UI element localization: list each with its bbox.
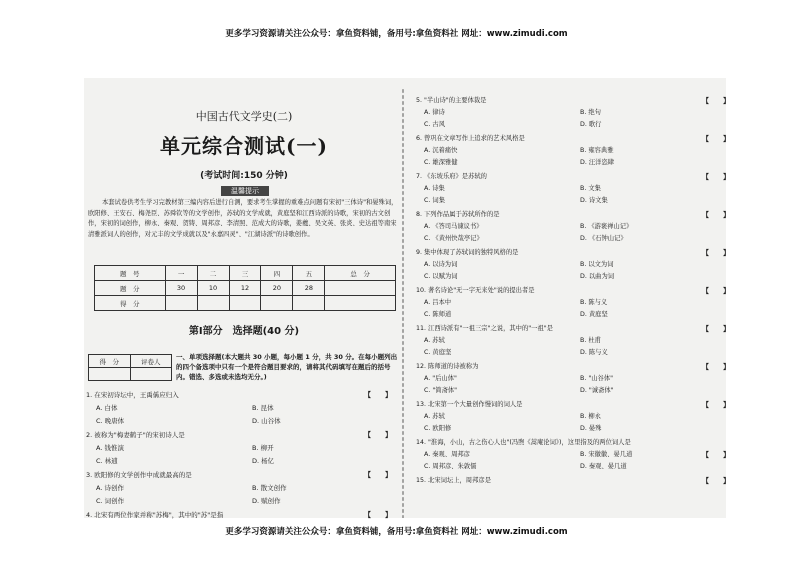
option-d: D. 诗文集: [580, 197, 608, 204]
option-d: D. 晏殊: [580, 425, 602, 432]
section-instruction: 一、单项选择题(本大题共 30 小题，每小题 1 分，共 30 分。在每小题列出的四个备选项中只有一个是符合题目要求的，请将其代码填写在题后的括号内。错选、多选或未选均无分。): [176, 353, 398, 381]
score-cell: 10: [197, 281, 229, 296]
option-b: B. 陈与义: [580, 299, 608, 306]
grader-name-label: 评卷人: [130, 355, 172, 368]
answer-bracket: 【 】: [702, 173, 730, 181]
grader-box: [88, 354, 172, 381]
option-c: C. 《黄州快哉亭记》: [424, 235, 483, 242]
option-b: B. 以文为词: [580, 261, 614, 268]
course-subtitle: 中国古代文学史(二): [195, 110, 293, 123]
answer-bracket: 【 】: [364, 511, 392, 519]
option-c: C. 欧阳修: [424, 425, 452, 432]
exam-time: (考试时间:150 分钟): [200, 171, 288, 181]
score-cell: 题 分: [95, 281, 166, 296]
left-page: [84, 78, 404, 518]
question-stem: 6. 曾巩在文章写作上追求的艺术风格是: [416, 135, 525, 142]
grader-score-label: 得 分: [89, 355, 131, 368]
option-b: B. 散文创作: [252, 484, 287, 492]
option-a: A. "后山体": [424, 375, 457, 382]
answer-bracket: 【 】: [702, 451, 730, 459]
score-cell: 30: [165, 281, 197, 296]
option-b: B. 雍容典雅: [580, 147, 614, 154]
question-stem: 11. 江西诗派有"一祖三宗"之说，其中的"一祖"是: [416, 325, 553, 332]
option-c: C. 黄庭坚: [424, 349, 452, 356]
score-cell: 12: [229, 281, 261, 296]
question-stem: 12. 陈师道的诗被称为: [416, 363, 479, 370]
option-a: A. 吕本中: [424, 299, 452, 306]
option-d: D. 山谷体: [252, 417, 281, 425]
option-a: A. 诗集: [424, 185, 445, 192]
option-b: B. 柳开: [252, 444, 274, 452]
option-c: C. 陈师道: [424, 311, 452, 318]
answer-bracket: 【 】: [364, 391, 392, 399]
score-cell: 题 号: [95, 266, 166, 281]
score-cell: 四: [261, 266, 293, 281]
question-stem: 14. "淮海，小山，古之伤心人也"(冯煦《蒿庵论词》)，这里指及的两位词人是: [416, 439, 631, 446]
right-page: [412, 78, 730, 518]
question-stem: 2. 被称为"梅妻鹤子"的宋初诗人是: [86, 431, 185, 439]
score-cell: 得 分: [95, 296, 166, 311]
score-cell: [165, 296, 197, 311]
intro-text: 本套试卷供考生学习完教材第三编内容后进行自测，要求考生掌握的重难点问题有宋初"三体诗"和晏殊词，欧阳修、王安石、梅尧臣、苏舜钦等的文学创作，苏轼的文学成就，黄庭坚和江西诗派的诗歌，宋初的古文创作，宋初的词创作，柳永、秦观、贺铸、周邦彦、李清照、范成大的诗歌，姜夔、吴文英、张炎、史达祖等南宋清雅派词人的创作，对元丰的文学成就以及"永嘉四灵"、"江湖诗派"的诗歌创作。: [88, 199, 398, 238]
option-a: A. 沉着痛快: [424, 147, 458, 154]
answer-bracket: 【 】: [702, 135, 730, 143]
option-b: B. 柳永: [580, 413, 601, 420]
option-d: D. 赋创作: [252, 497, 281, 505]
question-stem: 7. 《东坡乐府》是苏轼的: [416, 173, 487, 180]
option-a: A. 苏轼: [424, 413, 445, 420]
option-a: A. 《答司马谏议书》: [424, 223, 483, 230]
option-b: B. 文集: [580, 185, 601, 192]
answer-bracket: 【 】: [702, 249, 730, 257]
score-cell: [197, 296, 229, 311]
option-d: D. 《石钟山记》: [580, 235, 627, 242]
score-cell: [325, 281, 396, 296]
option-a: A. 钱惟演: [96, 444, 124, 452]
answer-bracket: 【 】: [702, 97, 730, 105]
option-d: D. 秦观、晏几道: [580, 463, 627, 470]
grader-score-cell: [89, 368, 131, 381]
question-stem: 10. 著名诗论"无一字无来处"说的提出者是: [416, 287, 535, 294]
question-stem: 13. 北宋第一个大量创作慢词的词人是: [416, 401, 523, 408]
option-a: A. 苏轼: [424, 337, 445, 344]
option-a: A. 白体: [96, 404, 118, 412]
option-d: D. 以曲为词: [580, 273, 615, 280]
answer-bracket: 【 】: [702, 325, 730, 333]
option-c: C. 以赋为词: [424, 273, 458, 280]
option-a: A. 以诗为词: [424, 261, 458, 268]
question-stem: 5. "半山诗"的主要体裁是: [416, 97, 487, 104]
answer-bracket: 【 】: [364, 431, 392, 439]
option-c: C. 晚唐体: [96, 417, 125, 425]
option-c: C. 词创作: [96, 497, 125, 505]
page-title: 单元综合测试(一): [160, 134, 328, 158]
part-title: 第Ⅰ部分 选择题(40 分): [188, 326, 300, 337]
question-stem: 3. 欧阳修的文学创作中成就最高的是: [86, 471, 192, 479]
score-cell: 总 分: [325, 266, 396, 281]
option-c: C. 古风: [424, 121, 445, 128]
question-stem: 15. 北宋词坛上，周邦彦是: [416, 477, 491, 484]
bottom-banner: 更多学习资源请关注公众号：拿鱼资料铺，备用号:拿鱼资料社 网址：www.zimudi.com: [225, 527, 568, 537]
option-c: C. 雄深雅健: [424, 159, 458, 166]
score-cell: [229, 296, 261, 311]
question-stem: 1. 在宋初诗坛中，王禹偁应归入: [86, 391, 179, 399]
option-d: D. 杨亿: [252, 457, 275, 465]
option-a: A. 秦观、周邦彦: [424, 451, 470, 458]
option-c: C. "简斋体": [424, 387, 458, 394]
option-b: B. 《游褒禅山记》: [580, 223, 633, 230]
question-stem: 4. 北宋有两位作家并称"苏梅"，其中的"苏"是指: [86, 511, 224, 519]
option-b: B. 绝句: [580, 109, 601, 116]
score-got-row: [95, 296, 396, 311]
option-d: D. 汪洋恣肆: [580, 159, 615, 166]
option-d: D. "诚斋体": [580, 387, 614, 394]
option-a: A. 律诗: [424, 109, 445, 116]
score-cell: [293, 296, 325, 311]
top-banner: 更多学习资源请关注公众号：拿鱼资料铺，备用号:拿鱼资料社 网址：www.zimudi.com: [225, 29, 568, 39]
answer-bracket: 【 】: [702, 363, 730, 371]
answer-bracket: 【 】: [702, 211, 730, 219]
answer-bracket: 【 】: [702, 477, 730, 485]
option-c: C. 词集: [424, 197, 445, 204]
option-c: C. 周邦彦、朱敦儒: [424, 463, 477, 470]
option-c: C. 林逋: [96, 457, 118, 465]
option-b: B. 昆体: [252, 404, 274, 412]
score-cell: [325, 296, 396, 311]
score-cell: 一: [165, 266, 197, 281]
option-d: D. 歌行: [580, 121, 602, 128]
option-b: B. 杜甫: [580, 337, 601, 344]
option-a: A. 诗创作: [96, 484, 124, 492]
score-cell: [261, 296, 293, 311]
score-cell: 五: [293, 266, 325, 281]
tip-label: 温馨提示: [221, 186, 269, 196]
score-marks-row: [95, 281, 396, 296]
grader-name-cell: [130, 368, 172, 381]
score-header-row: [95, 266, 396, 281]
answer-bracket: 【 】: [364, 471, 392, 479]
score-cell: 20: [261, 281, 293, 296]
answer-bracket: 【 】: [702, 401, 730, 409]
answer-bracket: 【 】: [702, 287, 730, 295]
question-stem: 8. 下列作品属于苏轼所作的是: [416, 211, 500, 218]
score-cell: 28: [293, 281, 325, 296]
score-cell: 三: [229, 266, 261, 281]
option-d: D. 陈与义: [580, 349, 608, 356]
option-b: B. 宋徽徽、晏几道: [580, 451, 633, 458]
score-table: [94, 265, 396, 311]
question-stem: 9. 集中体现了苏轼词的独特风格的是: [416, 249, 519, 256]
option-b: B. "山谷体": [580, 375, 614, 382]
option-d: D. 黄庭坚: [580, 311, 608, 318]
score-cell: 二: [197, 266, 229, 281]
